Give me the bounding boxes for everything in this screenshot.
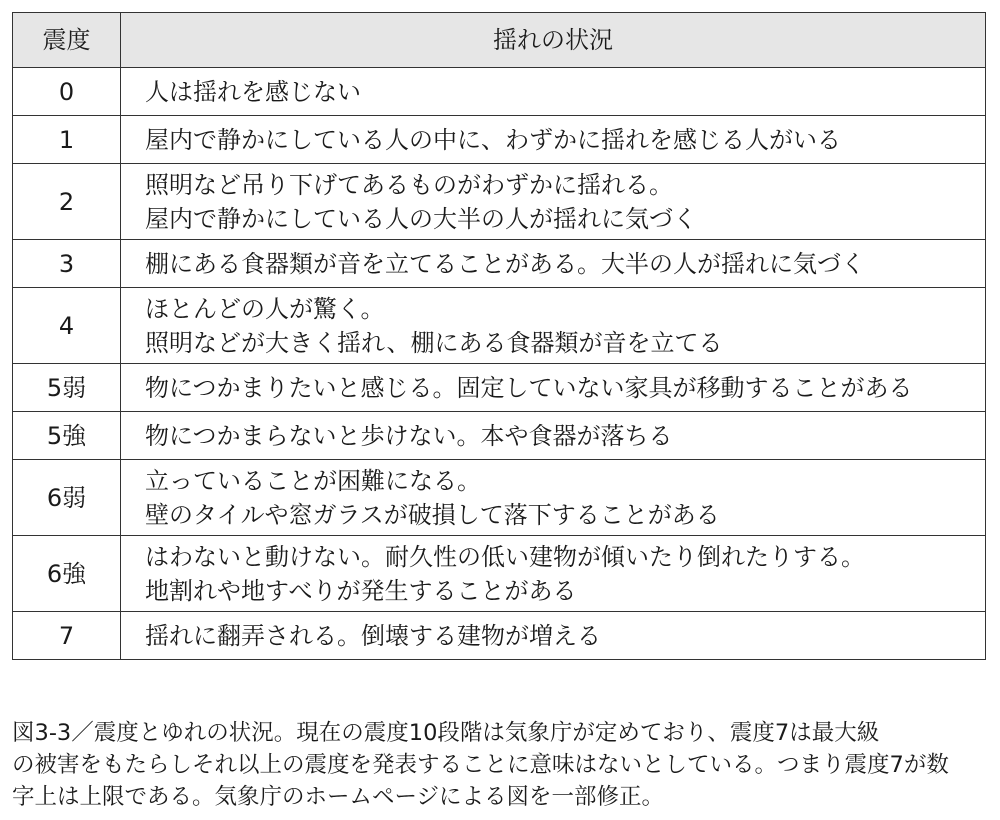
intensity-level-cell: 7 — [13, 612, 121, 660]
table-row — [13, 288, 986, 364]
table-row — [13, 164, 986, 240]
description-line: 棚にある食器類が音を立てることがある。大半の人が揺れに気づく — [145, 249, 865, 278]
description-line: 地割れや地すべりが発生することがある — [145, 576, 577, 605]
shaking-description-cell — [121, 240, 986, 288]
description-line: 照明などが大きく揺れ、棚にある食器類が音を立てる — [145, 328, 723, 357]
header-intensity: 震度 — [13, 13, 121, 68]
description-line: 物につかまりたいと感じる。固定していない家具が移動することがある — [145, 373, 913, 402]
table-row — [13, 364, 986, 412]
intensity-level-cell: 5強 — [13, 412, 121, 460]
caption-line: 字上は上限である。気象庁のホームページによる図を一部修正。 — [12, 784, 665, 810]
shaking-description-cell — [121, 164, 986, 240]
intensity-level-cell: 2 — [13, 164, 121, 240]
intensity-level-cell: 3 — [13, 240, 121, 288]
shaking-description-cell — [121, 536, 986, 612]
shaking-description-cell — [121, 364, 986, 412]
shaking-description-cell — [121, 412, 986, 460]
table-row — [13, 68, 986, 116]
description-line: ほとんどの人が驚く。 — [145, 294, 385, 323]
figure-caption — [12, 717, 988, 813]
description-line: 立っていることが困難になる。 — [145, 466, 481, 495]
intensity-level-cell: 6弱 — [13, 460, 121, 536]
description-line: 照明など吊り下げてあるものがわずかに揺れる。 — [145, 170, 673, 199]
table-row — [13, 612, 986, 660]
table-row — [13, 460, 986, 536]
caption-line: の被害をもたらしそれ以上の震度を発表することに意味はないとしている。つまり震度7が数 — [12, 752, 949, 778]
intensity-level-cell: 0 — [13, 68, 121, 116]
shaking-description-cell — [121, 612, 986, 660]
description-line: 屋内で静かにしている人の大半の人が揺れに気づく — [145, 204, 697, 233]
description-line: 物につかまらないと歩けない。本や食器が落ちる — [145, 421, 673, 450]
intensity-level-cell: 6強 — [13, 536, 121, 612]
intensity-level-cell: 5弱 — [13, 364, 121, 412]
table-row — [13, 412, 986, 460]
table-row — [13, 240, 986, 288]
table-row — [13, 536, 986, 612]
seismic-intensity-table — [12, 12, 986, 660]
table-row — [13, 116, 986, 164]
intensity-level-cell: 4 — [13, 288, 121, 364]
description-line: はわないと動けない。耐久性の低い建物が傾いたり倒れたりする。 — [145, 542, 865, 571]
description-line: 屋内で静かにしている人の中に、わずかに揺れを感じる人がいる — [145, 125, 841, 154]
shaking-description-cell — [121, 68, 986, 116]
header-shaking-condition: 揺れの状況 — [121, 13, 986, 68]
shaking-description-cell — [121, 288, 986, 364]
description-line: 人は揺れを感じない — [145, 77, 361, 106]
description-line: 揺れに翻弄される。倒壊する建物が増える — [145, 621, 601, 650]
caption-line: 図3-3／震度とゆれの状況。現在の震度10段階は気象庁が定めており、震度7は最大級 — [12, 720, 880, 746]
table-header-row — [13, 13, 986, 68]
table-body — [13, 68, 986, 660]
description-line: 壁のタイルや窓ガラスが破損して落下することがある — [145, 500, 720, 529]
intensity-level-cell: 1 — [13, 116, 121, 164]
shaking-description-cell — [121, 116, 986, 164]
shaking-description-cell — [121, 460, 986, 536]
